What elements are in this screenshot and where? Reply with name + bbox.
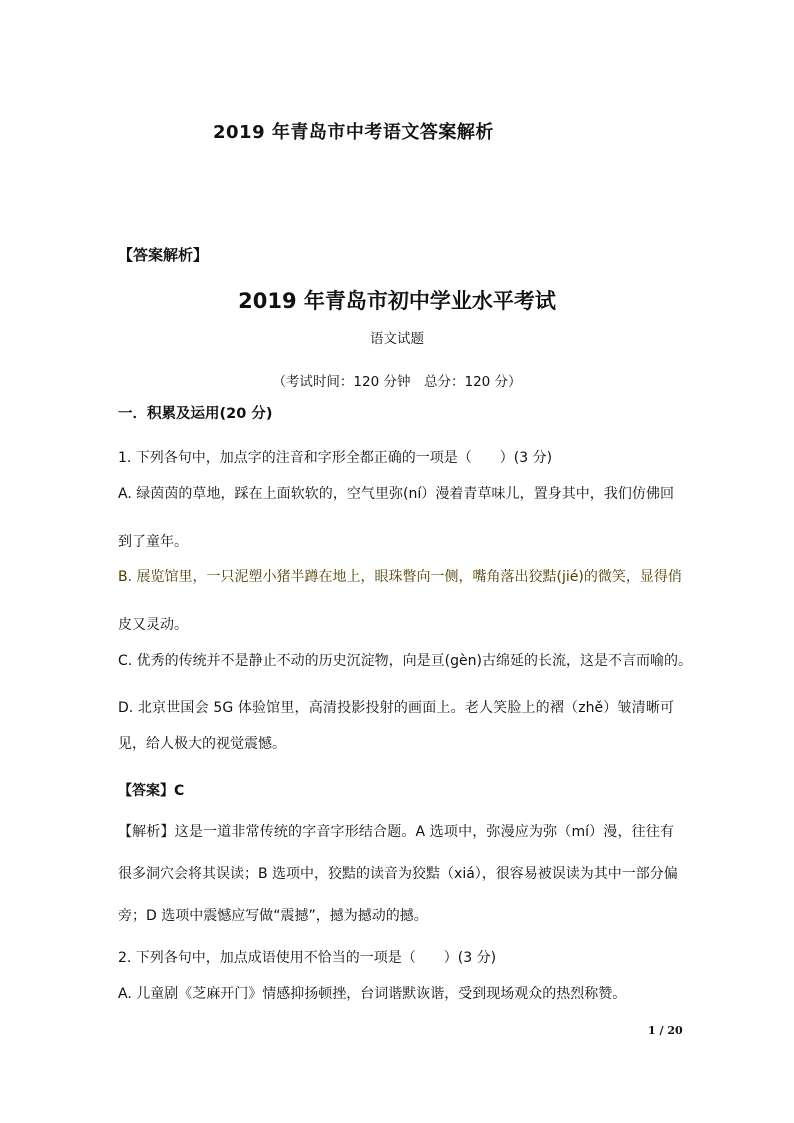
q1-option-b-line1: B. 展览馆里，一只泥塑小猪半蹲在地上，眼珠瞥向一侧，嘴角落出狡黠(jié)的微笑，显得俏 xyxy=(118,569,682,585)
q2-option-a: A. 儿童剧《芝麻开门》情感抑扬顿挫，台词谐默诙谐，受到现场观众的热烈称赞。 xyxy=(118,986,627,1002)
document-title: 2019 年青岛市中考语文答案解析 xyxy=(213,122,494,143)
q1-option-d-line2: 见，给人极大的视觉震憾。 xyxy=(118,736,286,752)
q1-analysis-line1: 【解析】这是一道非常传统的字音字形结合题。A 选项中，弥漫应为弥（mí）漫，往往有 xyxy=(118,824,674,840)
q1-answer: 【答案】C xyxy=(118,783,185,799)
exam-subject: 语文试题 xyxy=(370,331,424,347)
page-number: 1 / 20 xyxy=(648,1024,683,1037)
part-heading: 一．积累及运用(20 分) xyxy=(118,406,273,422)
section-tag: 【答案解析】 xyxy=(118,246,209,264)
q1-option-d-line1: D. 北京世国会 5G 体验馆里，高清投影投射的画面上。老人笑脸上的褶（zhě）皱清晰可 xyxy=(118,700,674,716)
exam-title: 2019 年青岛市初中学业水平考试 xyxy=(238,289,556,313)
q1-option-a-line1: A. 绿茵茵的草地，踩在上面软软的，空气里弥(ní）漫着青草味儿，置身其中，我们仿佛回 xyxy=(118,486,674,502)
q1-option-c: C. 优秀的传统并不是静止不动的历史沉淀物，向是亘(gèn)古绵延的长流，这是不言而喻的。 xyxy=(118,653,692,669)
q1-option-a-line2: 到了童年。 xyxy=(118,534,188,550)
exam-info: （考试时间：120 分钟 总分：120 分） xyxy=(272,374,522,390)
question-2-stem: 2. 下列各句中，加点成语使用不恰当的一项是（ ）(3 分) xyxy=(118,950,497,966)
q1-analysis-line3: 旁；D 选项中震憾应写做“震撼”，撼为撼动的撼。 xyxy=(118,908,428,924)
q1-analysis-line2: 很多洞穴会将其误读；B 选项中，狡黠的读音为狡黠（xiá），很容易被误读为其中一部分偏 xyxy=(118,866,678,882)
q1-option-b-line2: 皮又灵动。 xyxy=(118,617,188,633)
question-1-stem: 1. 下列各句中，加点字的注音和字形全都正确的一项是（ ）(3 分) xyxy=(118,450,553,466)
